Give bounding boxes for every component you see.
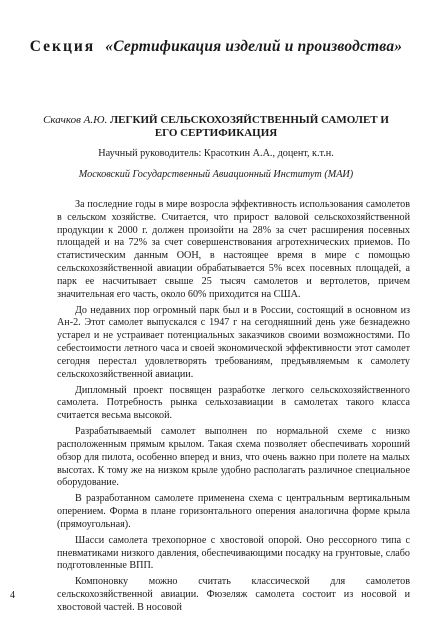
body-paragraph: В разработанном самолете применена схема с центральным вертикальным оперением. Форма в плане горизонтального оперения аналогична форме крыла (прямоугольная). [57,493,410,530]
section-label: Секция [29,38,96,55]
paper-author: Скачков А.Ю. [43,114,108,126]
paper-affiliation: Московский Государственный Авиационный Институт (МАИ) [78,169,354,180]
body-paragraph: Компоновку можно считать классической для самолетов сельскохозяйственной авиации. Фюзеляж самолета состоит из носовой и хвостовой частей. В носовой [57,576,410,614]
page-number: 4 [10,590,15,601]
paper-advisor: Научный руководитель: Красоткин А.А., доцент, к.т.н. [98,148,334,159]
body-paragraph: До недавних пор огромный парк был и в России, состоящий в основном из Ан-2. Этот самолет выпускался с 1947 г на сегодняшний день уже безнадежно устарел и не устраивает потенциальных заказчиков своими возможностями. По себестоимости летного часа и своей экономической эффективности этот самолет сегодня перестал удовлетворять требованиям, предъявляемым к самолету сельскохозяйственной авиации. [57,304,410,380]
body-paragraph: Разрабатываемый самолет выполнен по нормальной схеме с низко расположенным прямым крылом. Такая схема позволяет обеспечивать хороший обзор для пилота, особенно вперед и вниз, что очень важно при полете на малых высотах. К тому же на низком крыле удобно располагать различное специальное оборудование. [57,426,410,489]
body-paragraph: Дипломный проект посвящен разработке легкого сельскохозяйственного самолета. Потребность рынка сельхозавиации в самолетах такого класса считается весьма высокой. [57,384,410,422]
body-paragraph: Шасси самолета трехопорное с хвостовой опорой. Оно рессорного типа с пневматиками низкого давления, обеспечивающими посадку на грунтовые, слабо подготовленные ВПП. [57,534,410,572]
section-name: «Сертификация изделий и производства» [105,38,403,55]
body-paragraph: За последние годы в мире возросла эффективность использования самолетов в сельском хозяйстве. Считается, что прирост валовой сельскохозяйственной продукции к 2000 г. должен произойти на 28% за счет расширения посевных площадей и на 72% за счет совершенствования агротехнических приемов. По статистическим данным ООН, в настоящее время в мире с помощью сельскохозяйственной авиации обрабатывается 5% всех посевных площадей, а парк ее насчитывает свыше 25 тысяч самолетов и вертолетов, причем значительная его часть, около 60% приходится на США. [57,199,410,300]
paper-title-block [40,114,392,140]
paper-title: ЛЕГКИЙ СЕЛЬСКОХОЗЯЙСТВЕННЫЙ САМОЛЕТ И ЕГО СЕРТИФИКАЦИЯ [109,114,389,139]
body-text [57,199,410,618]
section-heading [0,38,432,56]
